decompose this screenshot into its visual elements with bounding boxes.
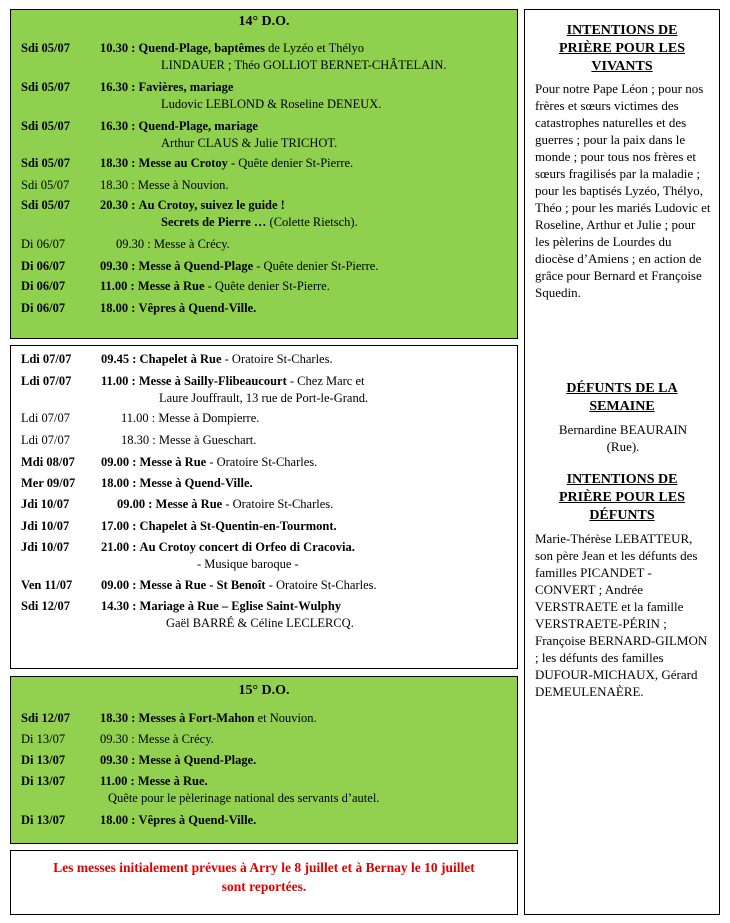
row-date: Di 06/07 — [21, 301, 66, 315]
row-event: Mariage à Rue – Eglise Saint-Wulphy — [139, 599, 342, 613]
row-event: Messe à Rue - St Benoît — [139, 578, 266, 592]
row-event: Vêpres à Quend-Ville. — [138, 813, 257, 827]
row-detail: - Oratoire St-Charles. — [265, 578, 377, 592]
row-subline — [161, 214, 358, 230]
row-time: 14.30 : — [101, 599, 137, 613]
row-time: 18.30 : — [100, 156, 136, 170]
row-detail: - Quête denier St-Pierre. — [204, 279, 330, 293]
week2-title: 15° D.O. — [238, 683, 290, 698]
row-event: Messe au Crotoy — [138, 156, 228, 170]
row-time: 09.45 : — [101, 352, 137, 366]
row-date: Mer 09/07 — [21, 476, 76, 490]
dead-intentions-text: Marie-Thérèse LEBATTEUR, son père Jean et les défunts des familles PICANDET - CONVERT ; Andrée VERSTRAETE et la famille VERSTRAETE-PÉRIN ; Françoise BERNARD-GILMON ; les défunts des familles DUFOUR-MICHAUX, Gérard DEMEULENAÈRE. — [535, 531, 708, 699]
row-date: Ldi 07/07 — [21, 352, 72, 366]
row-date: Jdi 10/07 — [21, 497, 70, 511]
row-time: 18.00 : — [101, 476, 137, 490]
row-detail: - Oratoire St-Charles. — [222, 497, 334, 511]
row-date: Mdi 08/07 — [21, 455, 75, 469]
row-subline — [159, 390, 368, 406]
row-event: Messe à Rue — [155, 497, 223, 511]
row-date: Di 06/07 — [21, 259, 66, 273]
row-subline — [161, 135, 337, 151]
row-event: Chapelet à St-Quentin-en-Tourmont. — [139, 519, 337, 533]
row-date: Di 06/07 — [21, 279, 66, 293]
row-time: 09.30 : — [100, 753, 136, 767]
row-date: Di 06/07 — [21, 237, 66, 251]
row-subline-text: Arthur CLAUS & Julie TRICHOT. — [161, 136, 338, 150]
row-date: Di 13/07 — [21, 732, 66, 746]
row-time: 18.00 : — [100, 813, 136, 827]
row-time: 09.30 : — [100, 732, 135, 746]
week2-schedule-box — [10, 676, 518, 844]
row-date: Sdi 12/07 — [21, 599, 70, 613]
row-subline-bold: Secrets de Pierre … — [161, 215, 267, 229]
notice-box — [10, 850, 518, 915]
row-detail: Messe à Crécy. — [137, 732, 214, 746]
row-subline — [197, 556, 299, 572]
row-detail: Messe à Dompierre. — [158, 411, 260, 425]
deceased-week-title-1: DÉFUNTS DE LA — [566, 381, 678, 396]
row-time: 20.30 : — [100, 198, 136, 212]
row-event: Au Crotoy, suivez le guide ! — [138, 198, 285, 212]
row-date: Ldi 07/07 — [21, 433, 70, 447]
row-time: 11.00 : — [100, 774, 135, 788]
row-time: 09.30 : — [100, 259, 136, 273]
row-subline — [166, 615, 354, 631]
row-detail: - Quête denier St-Pierre. — [253, 259, 379, 273]
row-subline-text: Gaël BARRÉ & Céline LECLERCQ. — [166, 616, 354, 630]
row-date: Ldi 07/07 — [21, 411, 70, 425]
row-detail: Messe à Gueschart. — [158, 433, 257, 447]
living-title-3: VIVANTS — [591, 59, 653, 74]
dead-title-1: INTENTIONS DE — [566, 472, 678, 487]
deceased-week-name: Bernardine BEAURAIN — [558, 422, 688, 437]
row-event: Messe à Quend-Ville. — [139, 476, 253, 490]
row-event: Quend-Plage, mariage — [138, 119, 258, 133]
row-time: 10.30 : — [100, 41, 136, 55]
row-date: Jdi 10/07 — [21, 519, 70, 533]
dead-title-3: DÉFUNTS — [589, 508, 655, 523]
row-time: 09.00 : — [101, 455, 137, 469]
row-detail: Messe à Nouvion. — [137, 178, 229, 192]
row-detail: - Oratoire St-Charles. — [221, 352, 333, 366]
row-subline-text: Quête pour le pèlerinage national des servants d’autel. — [108, 791, 380, 805]
row-event: Messe à Rue — [137, 279, 205, 293]
row-subline — [108, 790, 379, 806]
row-date: Sdi 05/07 — [21, 41, 70, 55]
row-time: 18.00 : — [100, 301, 136, 315]
row-detail: de Lyzéo et Thélyo — [264, 41, 364, 55]
row-subline-text: LINDAUER ; Théo GOLLIOT BERNET-CHÂTELAIN. — [161, 58, 447, 72]
week1-schedule-box — [10, 9, 518, 339]
row-date: Sdi 05/07 — [21, 156, 70, 170]
row-detail: et Nouvion. — [254, 711, 317, 725]
row-time: 09.00 : — [101, 578, 137, 592]
dead-title-2: PRIÈRE POUR LES — [558, 490, 686, 505]
row-detail: - Chez Marc et — [286, 374, 365, 388]
row-time: 21.00 : — [101, 540, 137, 554]
row-time: 16.30 : — [100, 119, 136, 133]
row-date: Sdi 05/07 — [21, 119, 70, 133]
row-subline-text: Laure Jouffrault, 13 rue de Port-le-Grand. — [159, 391, 369, 405]
row-date: Di 13/07 — [21, 753, 66, 767]
living-intentions-text: Pour notre Pape Léon ; pour nos frères et sœurs victimes des catastrophes naturelles et des guerres ; pour la paix dans le monde ; pour tous nos frères et sœurs fragilisés par la maladie ; pour les baptisés Lyzéo, Thélyo, Théo ; pour les mariés Ludovic et Roseline, Arthur et Julie ; pour les pèlerins de Lourdes du diocèse d’Amiens ; en action de grâce pour Bernard et Françoise Squedin. — [535, 81, 711, 300]
row-subline-text: Ludovic LEBLOND & Roseline DENEUX. — [161, 97, 382, 111]
row-detail: Messe à Crécy. — [153, 237, 230, 251]
row-date: Ldi 07/07 — [21, 374, 72, 388]
row-time: 16.30 : — [100, 80, 136, 94]
week1-title: 14° D.O. — [238, 14, 290, 29]
row-time: 11.00 : — [100, 279, 135, 293]
row-date: Jdi 10/07 — [21, 540, 70, 554]
row-time: 11.00 : — [101, 374, 136, 388]
row-event: Quend-Plage, baptêmes — [138, 41, 265, 55]
row-subline — [161, 57, 447, 73]
row-time: 17.00 : — [101, 519, 137, 533]
row-event: Chapelet à Rue — [139, 352, 222, 366]
weekday-schedule-box — [10, 345, 518, 669]
deceased-week-title-2: SEMAINE — [589, 399, 655, 414]
row-detail: - Oratoire St-Charles. — [206, 455, 318, 469]
row-event: Au Crotoy concert di Orfeo di Cracovia. — [139, 540, 355, 554]
notice-line-1: Les messes initialement prévues à Arry le 8 juillet et à Bernay le 10 juillet — [53, 860, 475, 875]
row-time: 18.30 : — [121, 433, 156, 447]
row-event: Messes à Fort-Mahon — [138, 711, 255, 725]
row-event: Messe à Rue. — [137, 774, 208, 788]
row-event: Messe à Sailly-Flibeaucourt — [138, 374, 287, 388]
row-subline-text: (Colette Rietsch). — [266, 215, 358, 229]
row-time: 09.30 : — [116, 237, 151, 251]
row-time: 18.30 : — [100, 178, 135, 192]
row-time: 11.00 : — [121, 411, 156, 425]
row-date: Sdi 05/07 — [21, 80, 70, 94]
row-date: Sdi 12/07 — [21, 711, 70, 725]
row-subline-text: - Musique baroque - — [197, 557, 299, 571]
living-title-1: INTENTIONS DE — [566, 23, 678, 38]
row-event: Messe à Rue — [139, 455, 207, 469]
row-date: Di 13/07 — [21, 813, 66, 827]
row-date: Sdi 05/07 — [21, 198, 70, 212]
living-title-2: PRIÈRE POUR LES — [558, 41, 686, 56]
notice-line-2: sont reportées. — [221, 879, 307, 894]
row-subline — [161, 96, 381, 112]
row-event: Messe à Quend-Plage. — [138, 753, 257, 767]
row-detail: - Quête denier St-Pierre. — [227, 156, 354, 170]
row-time: 18.30 : — [100, 711, 136, 725]
deceased-week-place: (Rue). — [606, 439, 640, 454]
row-event: Favières, mariage — [138, 80, 234, 94]
row-date: Di 13/07 — [21, 774, 66, 788]
row-event: Messe à Quend-Plage — [138, 259, 254, 273]
row-event: Vêpres à Quend-Ville. — [138, 301, 257, 315]
sidebar-intentions — [524, 9, 720, 915]
row-date: Sdi 05/07 — [21, 178, 70, 192]
row-time: 09.00 : — [117, 497, 153, 511]
row-date: Ven 11/07 — [21, 578, 73, 592]
